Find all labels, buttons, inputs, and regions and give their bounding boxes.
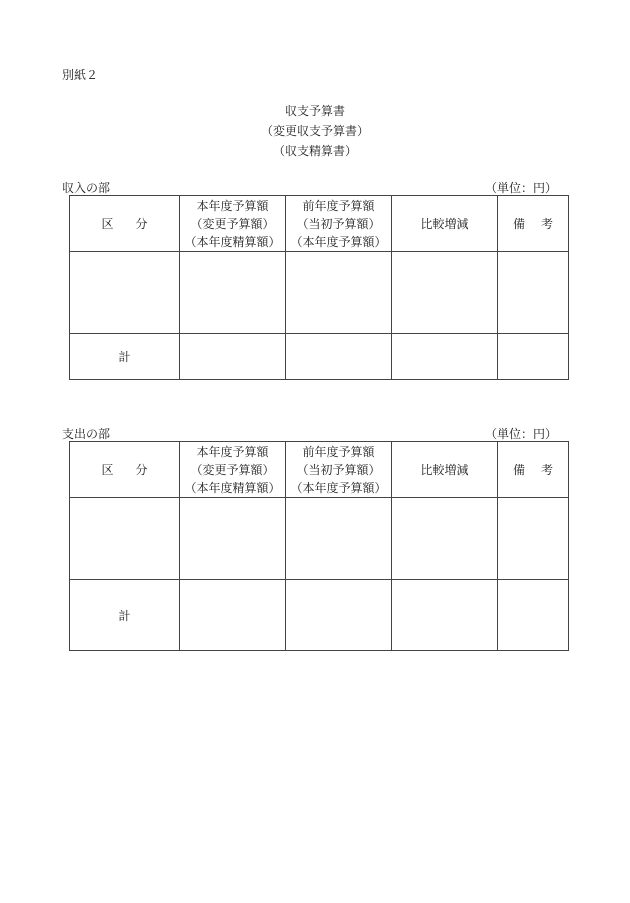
income-total-label: 計 — [70, 334, 180, 380]
attachment-label: 別紙２ — [62, 68, 99, 82]
income-total-previous-cell[interactable] — [286, 334, 392, 380]
expenditure-total-previous-cell[interactable] — [286, 580, 392, 651]
income-entry-row — [70, 252, 569, 334]
subtitle-revised: （変更収支予算書） — [260, 124, 369, 138]
header-comparison: 比較増減 — [392, 442, 498, 498]
income-category-cell[interactable] — [70, 252, 180, 334]
main-title: 収支予算書 — [284, 104, 345, 118]
expenditure-current-year-cell[interactable] — [180, 498, 286, 580]
income-current-year-cell[interactable] — [180, 252, 286, 334]
header-remarks: 備 考 — [498, 196, 569, 252]
income-section-label: 収入の部 — [62, 181, 111, 195]
header-comparison: 比較増減 — [392, 196, 498, 252]
subtitle-settlement: （収支精算書） — [272, 144, 357, 158]
income-total-current-cell[interactable] — [180, 334, 286, 380]
income-unit-label: （単位：円） — [484, 181, 557, 195]
income-comparison-cell[interactable] — [392, 252, 498, 334]
expenditure-section-label: 支出の部 — [62, 427, 111, 441]
expenditure-category-cell[interactable] — [70, 498, 180, 580]
income-table — [69, 195, 569, 380]
header-current-year: 本年度予算額 （変更予算額） （本年度精算額） — [180, 442, 286, 498]
income-total-comparison-cell[interactable] — [392, 334, 498, 380]
header-current-year: 本年度予算額 （変更予算額） （本年度精算額） — [180, 196, 286, 252]
header-category: 区 分 — [70, 442, 180, 498]
expenditure-remarks-cell[interactable] — [498, 498, 569, 580]
expenditure-total-row — [70, 580, 569, 651]
income-previous-year-cell[interactable] — [286, 252, 392, 334]
expenditure-previous-year-cell[interactable] — [286, 498, 392, 580]
document-titles — [0, 101, 630, 161]
expenditure-unit-label: （単位：円） — [484, 427, 557, 441]
expenditure-header-row — [70, 442, 569, 498]
expenditure-table — [69, 441, 569, 651]
income-total-remarks-cell[interactable] — [498, 334, 569, 380]
header-remarks: 備 考 — [498, 442, 569, 498]
expenditure-total-label: 計 — [70, 580, 180, 651]
expenditure-total-remarks-cell[interactable] — [498, 580, 569, 651]
income-remarks-cell[interactable] — [498, 252, 569, 334]
header-previous-year: 前年度予算額 （当初予算額） （本年度予算額） — [286, 442, 392, 498]
expenditure-total-comparison-cell[interactable] — [392, 580, 498, 651]
header-previous-year: 前年度予算額 （当初予算額） （本年度予算額） — [286, 196, 392, 252]
income-total-row — [70, 334, 569, 380]
expenditure-total-current-cell[interactable] — [180, 580, 286, 651]
expenditure-comparison-cell[interactable] — [392, 498, 498, 580]
expenditure-entry-row — [70, 498, 569, 580]
income-header-row — [70, 196, 569, 252]
header-category: 区 分 — [70, 196, 180, 252]
